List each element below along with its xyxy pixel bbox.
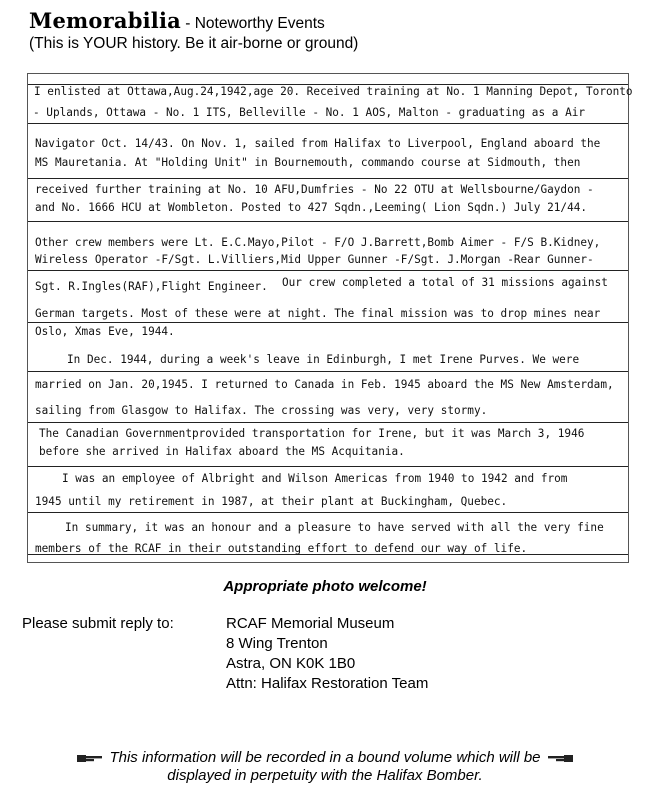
text-line: Oslo, Xmas Eve, 1944. — [35, 325, 175, 338]
text-line: MS Mauretania. At "Holding Unit" in Bournemouth, commando course at Sidmouth, then — [35, 156, 581, 169]
form-rule — [28, 512, 628, 513]
address-line: RCAF Memorial Museum — [226, 615, 395, 632]
form-rule — [28, 371, 628, 372]
text-line: Sgt. R.Ingles(RAF),Flight Engineer. — [35, 280, 268, 293]
page-subtitle: (This is YOUR history. Be it air-borne or ground) — [29, 35, 359, 52]
form-rule — [28, 221, 628, 222]
history-form-box — [27, 73, 633, 563]
text-line: Wireless Operator -F/Sgt. L.Villiers,Mid Upper Gunner -F/Sgt. J.Morgan -Rear Gunner- — [35, 253, 594, 266]
text-line: before she arrived in Halifax aboard the MS Acquitania. — [39, 445, 405, 458]
pointing-hand-right-icon — [77, 753, 103, 763]
page-header — [29, 8, 325, 32]
form-rule — [28, 466, 628, 467]
form-rule — [28, 178, 628, 179]
photo-note: Appropriate photo welcome! — [223, 578, 427, 595]
footer-note — [0, 749, 650, 785]
pointing-hand-left-icon — [547, 753, 573, 763]
text-line: sailing from Glasgow to Halifax. The crossing was very, very stormy. — [35, 404, 488, 417]
form-rule — [28, 422, 628, 423]
address-line: Astra, ON K0K 1B0 — [226, 655, 356, 672]
text-line: 1945 until my retirement in 1987, at their plant at Buckingham, Quebec. — [35, 495, 508, 508]
text-line: married on Jan. 20,1945. I returned to Canada in Feb. 1945 aboard the MS New Amsterdam, — [35, 378, 614, 391]
address-line: 8 Wing Trenton — [226, 635, 328, 652]
text-line: German targets. Most of these were at night. The final mission was to drop mines near — [35, 307, 601, 320]
text-line: In summary, it was an honour and a pleasure to have served with all the very fine — [65, 521, 604, 534]
text-line: members of the RCAF in their outstanding effort to defend our way of life. — [35, 542, 528, 555]
submit-label: Please submit reply to: — [22, 615, 174, 632]
text-line: - Uplands, Ottawa - No. 1 ITS, Belleville - No. 1 AOS, Malton - graduating as a Air — [33, 106, 586, 119]
text-line: I enlisted at Ottawa,Aug.24,1942,age 20. Received training at No. 1 Manning Depot, Toronto — [34, 85, 633, 98]
text-line: received further training at No. 10 AFU,Dumfries - No 22 OTU at Wellsbourne/Gaydon - — [35, 183, 594, 196]
brand-title: Memorabilia — [29, 8, 181, 33]
footer-text-2: displayed in perpetuity with the Halifax Bomber. — [167, 767, 483, 784]
footer-line-1 — [0, 749, 650, 767]
text-line: Our crew completed a total of 31 missions against — [282, 276, 608, 289]
text-line: and No. 1666 HCU at Wombleton. Posted to 427 Sqdn.,Leeming( Lion Sqdn.) July 21/44. — [35, 201, 588, 214]
text-line: Other crew members were Lt. E.C.Mayo,Pilot - F/O J.Barrett,Bomb Aimer - F/S B.Kidney, — [35, 236, 601, 249]
form-rule — [28, 123, 628, 124]
footer-text-1: This information will be recorded in a bound volume which will be — [109, 749, 541, 766]
text-line: In Dec. 1944, during a week's leave in Edinburgh, I met Irene Purves. We were — [67, 353, 580, 366]
form-rule — [28, 322, 628, 323]
address-line: Attn: Halifax Restoration Team — [226, 675, 429, 692]
form-rule — [28, 270, 628, 271]
brand-suffix: - Noteworthy Events — [180, 15, 325, 32]
text-line: Navigator Oct. 14/43. On Nov. 1, sailed from Halifax to Liverpool, England aboard the — [35, 137, 601, 150]
text-line: The Canadian Governmentprovided transportation for Irene, but it was March 3, 1946 — [39, 427, 585, 440]
text-line: I was an employee of Albright and Wilson Americas from 1940 to 1942 and from — [62, 472, 568, 485]
